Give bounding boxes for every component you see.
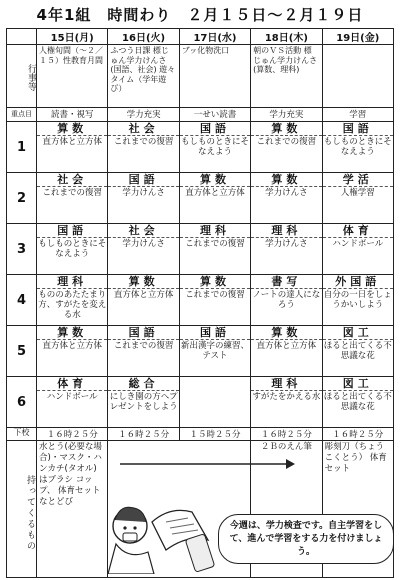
- lesson-cell: [37, 122, 108, 173]
- lesson-note: すがたをかえる水: [252, 392, 321, 402]
- lesson-note: 学力けんさ: [265, 188, 308, 198]
- focus-cell: 学力充実: [108, 108, 179, 122]
- lesson-subject: 算数: [180, 173, 250, 187]
- period-number: 1: [7, 122, 37, 173]
- lesson-cell: [251, 224, 322, 275]
- lesson-subject: 理科: [180, 224, 250, 238]
- dismiss-time: １６時２５分: [108, 428, 179, 441]
- lesson-note: 直方体と立方体: [42, 137, 102, 147]
- focus-cell: 学力充実: [251, 108, 322, 122]
- lesson-note: 直方体と立方体: [113, 290, 174, 300]
- lesson-cell: [179, 224, 250, 275]
- period-number: 2: [7, 173, 37, 224]
- header-row: [7, 29, 394, 45]
- lesson-note: これまでの復習: [256, 137, 317, 147]
- bring-fri-text: 彫刻刀（ちょうこくとう） 体育セット: [324, 442, 387, 474]
- lesson-cell: [108, 122, 179, 173]
- lesson-cell: [322, 173, 393, 224]
- lesson-subject: 図工: [323, 377, 393, 391]
- student-studying-illustration: [108, 478, 226, 574]
- lesson-note: ハンドボール: [332, 239, 384, 249]
- day-header: 15日(月): [37, 29, 108, 45]
- lesson-cell: [108, 173, 179, 224]
- dismiss-time: １５時２５分: [179, 428, 250, 441]
- period-number: 3: [7, 224, 37, 275]
- lesson-subject: 算数: [180, 275, 250, 289]
- event-cell: ふつう日課 標じゅん学力けんさ(国語、社会) 遊々タイム（学年遊び）: [108, 45, 179, 108]
- lesson-subject: 理科: [37, 275, 107, 289]
- lesson-cell: [37, 326, 108, 377]
- arrow-icon: [118, 458, 296, 470]
- lesson-cell: [179, 275, 250, 326]
- events-label: 行事等: [7, 45, 37, 108]
- dismiss-time: １６時２５分: [37, 428, 108, 441]
- lesson-subject: 算数: [37, 122, 107, 136]
- focus-cell: 一せい読書: [179, 108, 250, 122]
- lesson-note: これまでの復習: [113, 137, 174, 147]
- lesson-cell: [322, 377, 393, 428]
- lesson-subject: 国語: [180, 326, 250, 340]
- dismiss-time: １６時２５分: [251, 428, 322, 441]
- lesson-cell: [251, 173, 322, 224]
- lesson-subject: 学活: [323, 173, 393, 187]
- lesson-subject: 社会: [108, 224, 178, 238]
- event-cell: ブッ化物洗口: [179, 45, 250, 108]
- lesson-cell: [251, 122, 322, 173]
- lesson-cell: [108, 377, 179, 428]
- bring-label: 持ってくるもの: [7, 441, 37, 578]
- lesson-subject: 図工: [323, 326, 393, 340]
- lesson-note: これまでの復習: [185, 239, 245, 249]
- focus-row: [7, 108, 394, 122]
- event-cell: [322, 45, 393, 108]
- lesson-subject: 算数: [108, 275, 178, 289]
- lesson-note: ノートの達人になろう: [252, 290, 321, 310]
- period-number: 5: [7, 326, 37, 377]
- lesson-subject: 国語: [108, 326, 178, 340]
- lesson-note: 直方体と立方体: [42, 341, 102, 351]
- lesson-note: ほると出てくる不思議な花: [323, 392, 392, 412]
- lesson-cell: [179, 173, 250, 224]
- day-header: 17日(水): [179, 29, 250, 45]
- lesson-cell: [179, 377, 250, 428]
- lesson-subject: 社会: [37, 173, 107, 187]
- lesson-note: 人権学習: [340, 188, 375, 198]
- lesson-note: 学力けんさ: [122, 188, 165, 198]
- period-row: [7, 122, 394, 173]
- bring-mon: [37, 441, 108, 578]
- lesson-note: 学力けんさ: [265, 239, 308, 249]
- lesson-cell: [37, 377, 108, 428]
- lesson-cell: [251, 275, 322, 326]
- lesson-cell: [37, 224, 108, 275]
- lesson-cell: [322, 224, 393, 275]
- lesson-subject: 総合: [108, 377, 178, 391]
- lesson-subject: 体育: [323, 224, 393, 238]
- lesson-note: にしき園の方へプレゼントをしよう: [109, 392, 178, 412]
- lesson-subject: 国語: [37, 224, 107, 238]
- lesson-cell: [37, 173, 108, 224]
- lesson-subject: 算数: [251, 326, 321, 340]
- focus-label: 重点目: [7, 108, 37, 122]
- lesson-subject: 外国語: [323, 275, 393, 289]
- lesson-cell: [179, 122, 250, 173]
- lesson-subject: 理科: [251, 224, 321, 238]
- lesson-subject: 算数: [37, 326, 107, 340]
- event-cell: 人権旬間（～２／１５）性教育月間: [37, 45, 108, 108]
- lesson-cell: [251, 326, 322, 377]
- lesson-subject: 算数: [251, 173, 321, 187]
- lesson-subject: 書写: [251, 275, 321, 289]
- dismiss-row: [7, 428, 394, 441]
- period-number: 6: [7, 377, 37, 428]
- lesson-note: 直方体と立方体: [256, 341, 317, 351]
- lesson-note: [180, 390, 250, 391]
- lesson-note: これまでの復習: [185, 290, 245, 300]
- focus-cell: 学習: [322, 108, 393, 122]
- lesson-cell: [251, 377, 322, 428]
- lesson-note: 新出漢字の練習、テスト: [180, 341, 249, 361]
- lesson-note: ほると出てくる不思議な花: [323, 341, 392, 361]
- lesson-note: これまでの復習: [42, 188, 102, 198]
- lesson-note: 学力けんさ: [122, 239, 165, 249]
- period-row: [7, 377, 394, 428]
- period-row: [7, 275, 394, 326]
- lesson-subject: 国語: [323, 122, 393, 136]
- lesson-subject: 理科: [251, 377, 321, 391]
- lesson-cell: [322, 326, 393, 377]
- lesson-note: もしものときにそなえよう: [180, 137, 249, 157]
- lesson-subject: 社会: [108, 122, 178, 136]
- lesson-cell: [108, 275, 179, 326]
- day-header: 19日(金): [322, 29, 393, 45]
- lesson-cell: [179, 326, 250, 377]
- dismiss-time: １６時２５分: [322, 428, 393, 441]
- day-header: 18日(木): [251, 29, 322, 45]
- dismiss-label: 下校: [7, 428, 37, 441]
- events-row: [7, 45, 394, 108]
- lesson-cell: [322, 122, 393, 173]
- period-row: [7, 326, 394, 377]
- lesson-subject: 国語: [180, 122, 250, 136]
- lesson-subject: 体育: [37, 377, 107, 391]
- lesson-subject: 算数: [251, 122, 321, 136]
- bring-thu-text: ２Ｂのえん筆: [260, 442, 312, 452]
- lesson-note: もしものときにそなえよう: [323, 137, 392, 157]
- lesson-note: 直方体と立方体: [185, 188, 245, 198]
- period-row: [7, 173, 394, 224]
- period-row: [7, 224, 394, 275]
- event-cell: 朝のＶＳ活動 標じゅん学力けんさ(算数、理科): [251, 45, 322, 108]
- lesson-note: もののあたたまり方、すがたを変える水: [38, 290, 107, 320]
- bring-mon-text: 水とう(必要な場合)・マスク・ハンカチ(タオル) はブラシ コップ、 体育セット なとどび: [39, 442, 102, 507]
- lesson-cell: [108, 224, 179, 275]
- lesson-subject: [180, 377, 250, 390]
- page-title: 4年1組 時間わり ２月１５日～２月１９日: [36, 6, 364, 24]
- lesson-cell: [322, 275, 393, 326]
- period-number: 4: [7, 275, 37, 326]
- lesson-subject: 国語: [108, 173, 178, 187]
- lesson-note: もしものときにそなえよう: [38, 239, 107, 259]
- teacher-message: 今週は、学力検査です。自主学習をして、進んで学習をする力を付けましょう。: [218, 514, 394, 564]
- lesson-cell: [37, 275, 108, 326]
- lesson-note: 自分の一日をしょうかいしよう: [323, 290, 392, 310]
- lesson-note: ハンドボール: [46, 392, 98, 402]
- lesson-note: これまでの復習: [113, 341, 174, 351]
- lesson-cell: [108, 326, 179, 377]
- focus-cell: 読書・視写: [37, 108, 108, 122]
- corner-cell: [7, 29, 37, 45]
- periods-body: [7, 122, 394, 428]
- day-header: 16日(火): [108, 29, 179, 45]
